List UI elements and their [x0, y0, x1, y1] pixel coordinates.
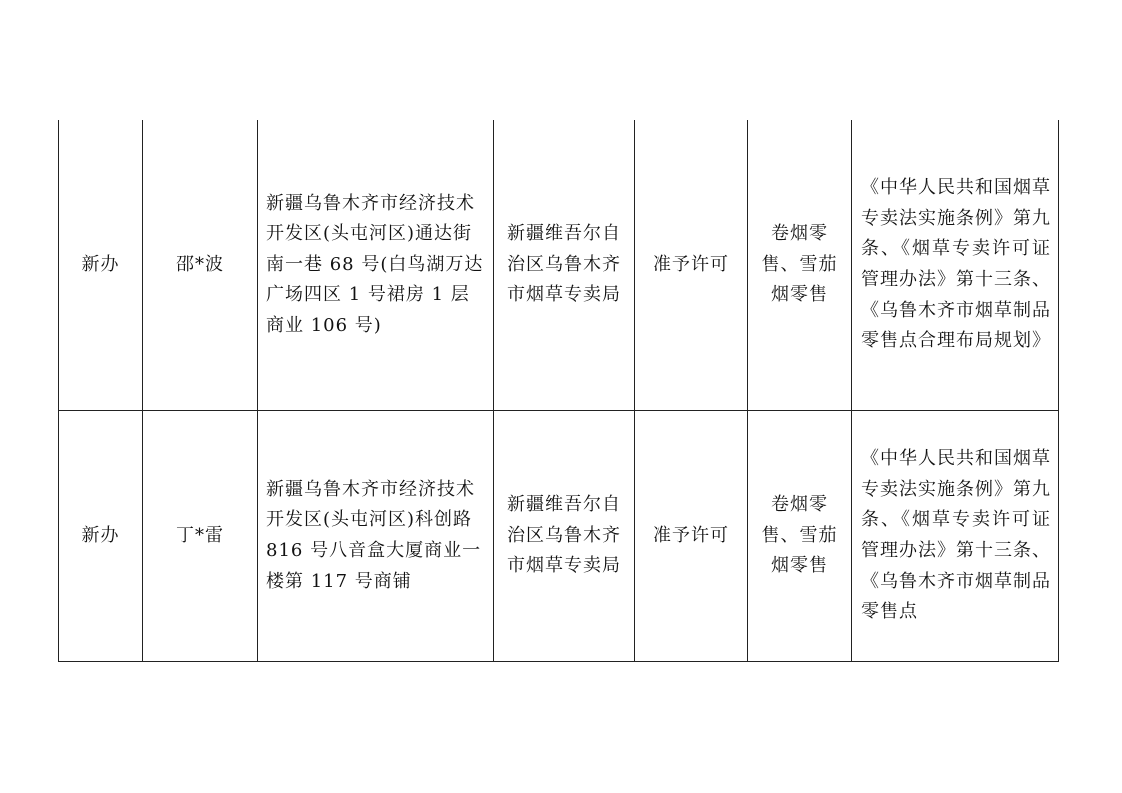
business-scope: 卷烟零售、雪茄烟零售	[761, 223, 838, 306]
legal-basis-cell	[852, 411, 1059, 662]
table-row	[59, 411, 1059, 662]
business-scope-cell	[748, 411, 852, 662]
decision-cell	[635, 120, 748, 411]
business-scope: 卷烟零售、雪茄烟零售	[761, 494, 838, 577]
legal-basis-cell	[852, 120, 1059, 411]
business-address: 新疆乌鲁木齐市经济技术开发区(头屯河区)通达街南一巷 68 号(白鸟湖万达广场四区 1 号裙房 1 层商业 106 号)	[266, 192, 484, 336]
decision-cell	[635, 411, 748, 662]
issuing-authority-cell	[494, 120, 635, 411]
license-decision: 准予许可	[653, 524, 729, 546]
table-row	[59, 120, 1059, 411]
license-type: 新办	[81, 524, 120, 546]
license-decision: 准予许可	[653, 253, 729, 275]
business-scope-cell	[748, 120, 852, 411]
business-address: 新疆乌鲁木齐市经济技术开发区(头屯河区)科创路 816 号八音盒大厦商业一楼第 117 号商铺	[266, 478, 482, 592]
license-type-cell	[59, 411, 143, 662]
applicant-name-cell	[143, 411, 258, 662]
license-records-table	[58, 120, 1059, 662]
applicant-name: 丁*雷	[176, 524, 224, 546]
issuing-authority: 新疆维吾尔自治区乌鲁木齐市烟草专卖局	[507, 223, 621, 306]
license-type: 新办	[81, 253, 120, 275]
license-type-cell	[59, 120, 143, 411]
issuing-authority: 新疆维吾尔自治区乌鲁木齐市烟草专卖局	[507, 494, 621, 577]
applicant-name-cell	[143, 120, 258, 411]
applicant-name: 邵*波	[176, 253, 224, 275]
legal-basis: 《中华人民共和国烟草专卖法实施条例》第九条、《烟草专卖许可证管理办法》第十三条、《乌鲁木齐市烟草制品零售点合理布局规划》	[861, 177, 1051, 352]
issuing-authority-cell	[494, 411, 635, 662]
business-address-cell	[258, 120, 494, 411]
legal-basis: 《中华人民共和国烟草专卖法实施条例》第九条、《烟草专卖许可证管理办法》第十三条、《乌鲁木齐市烟草制品零售点	[861, 448, 1051, 623]
business-address-cell	[258, 411, 494, 662]
